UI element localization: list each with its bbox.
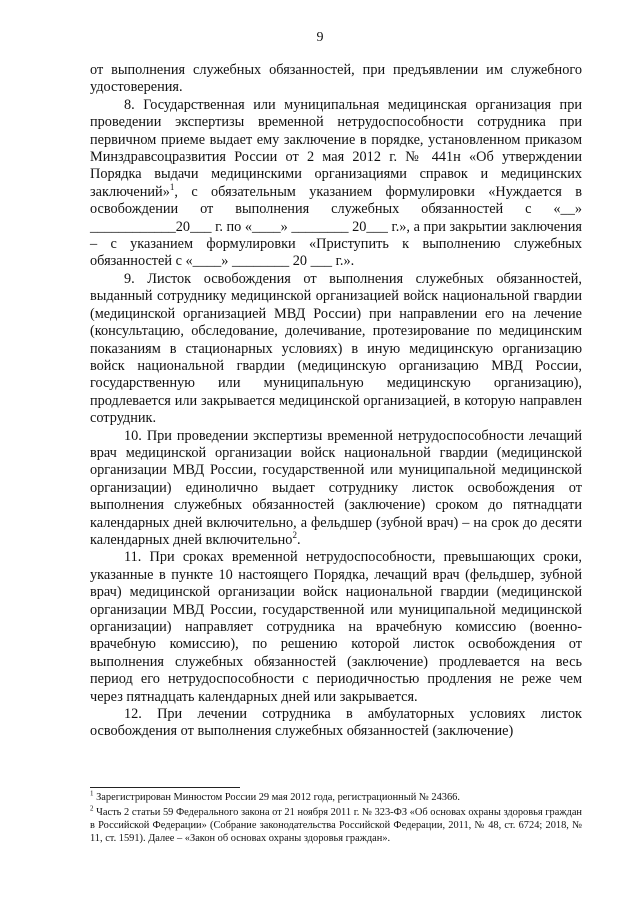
footnote-1-mark: 1 (90, 789, 94, 798)
paragraph-12: 12. При лечении сотрудника в амбулаторных условиях листок освобождения от выполнения служебных обязанностей (заключение) (90, 706, 582, 740)
footnote-1-text: Зарегистрирован Минюстом России 29 мая 2012 года, регистрационный № 24366. (93, 792, 460, 803)
paragraph-continuation: от выполнения служебных обязанностей, при предъявлении им служебного удостоверения. (90, 62, 582, 96)
footnote-2 (90, 806, 582, 845)
paragraph-11: 11. При сроках временной нетрудоспособности, превышающих сроки, указанные в пункте 10 настоящего Порядка, лечащий врач (фельдшер, зубной врач) медицинской организации войск национальной гвардии (медицинской организации МВД России, государственной или муниципальной медицинской организации) направляет сотрудника на врачебную комиссию (военно-врачебную комиссию), по решению которой листок освобождения от выполнения служебных обязанностей (заключение) продлевается на весь период его нетрудоспособности с периодичностью продления не реже чем через пятнадцать календарных дней или закрывается. (90, 549, 582, 705)
page-number: 9 (316, 30, 324, 45)
document-body (90, 62, 582, 741)
paragraph-9: 9. Листок освобождения от выполнения служебных обязанностей, выданный сотруднику медицинской организацией войск национальной гвардии (медицинской организацией МВД России) при направлении его на лечение (консультацию, обследование, долечивание, протезирование по медицинским показаниям в стационарных условиях) в иную медицинскую организацию войск национальной гвардии (медицинскую организацию МВД России, государственную или муниципальную медицинскую организацию), продлевается или закрывается медицинской организацией, в которую направлен сотрудник. (90, 270, 582, 427)
footnote-2-mark: 2 (90, 804, 94, 813)
paragraph-10 (90, 428, 582, 550)
footnote-1 (90, 791, 582, 804)
footnote-2-text: Часть 2 статьи 59 Федерального закона от 21 ноября 2011 г. № 323-ФЗ «Об основах охраны здоровья граждан в Российской Федерации» (Собрание законодательства Российской Федерации, 2011, № 48, ст. 6724; 2018, № 11, ст. 1591). Далее – «Закон об основах охраны здоровья граждан». (90, 807, 582, 844)
footnote-divider (90, 787, 240, 788)
paragraph-10-text-b: . (296, 531, 301, 548)
footnote-ref-2: 2 (292, 530, 297, 541)
paragraph-8-text-b: , с обязательным указанием формулировки «Нуждается в освобождении от выполнения служебных обязанностей с «__» ____________20___ г. по «____» ________ 20___ г.», а при закрытии заключения – с указанием формулировки «Приступить к выполнению служебных обязанностей с «____» ________ 20 ___ г.». (90, 183, 582, 270)
paragraph-8 (90, 97, 582, 271)
paragraph-10-text-a: 10. При проведении экспертизы временной нетрудоспособности лечащий врач медицинской организации войск национальной гвардии (медицинской организации МВД России, государственной или муниципальной медицинской организации) единолично выдает сотруднику листок освобождения от выполнения служебных обязанностей (заключение) сроком до пятнадцати календарных дней включительно, а фельдшер (зубной врач) – на срок до десяти календарных дней включительно (90, 427, 582, 548)
paragraph-8-text-a: 8. Государственная или муниципальная медицинская организация при проведении экспертизы временной нетрудоспособности сотрудника при первичном приеме выдает ему заключение в порядке, установленном приказом Минздравсоцразвития России от 2 мая 2012 г. № 441н «Об утверждении Порядка выдачи медицинскими организациями справок и медицинских заключений» (90, 96, 582, 200)
footnote-ref-1: 1 (169, 182, 175, 193)
